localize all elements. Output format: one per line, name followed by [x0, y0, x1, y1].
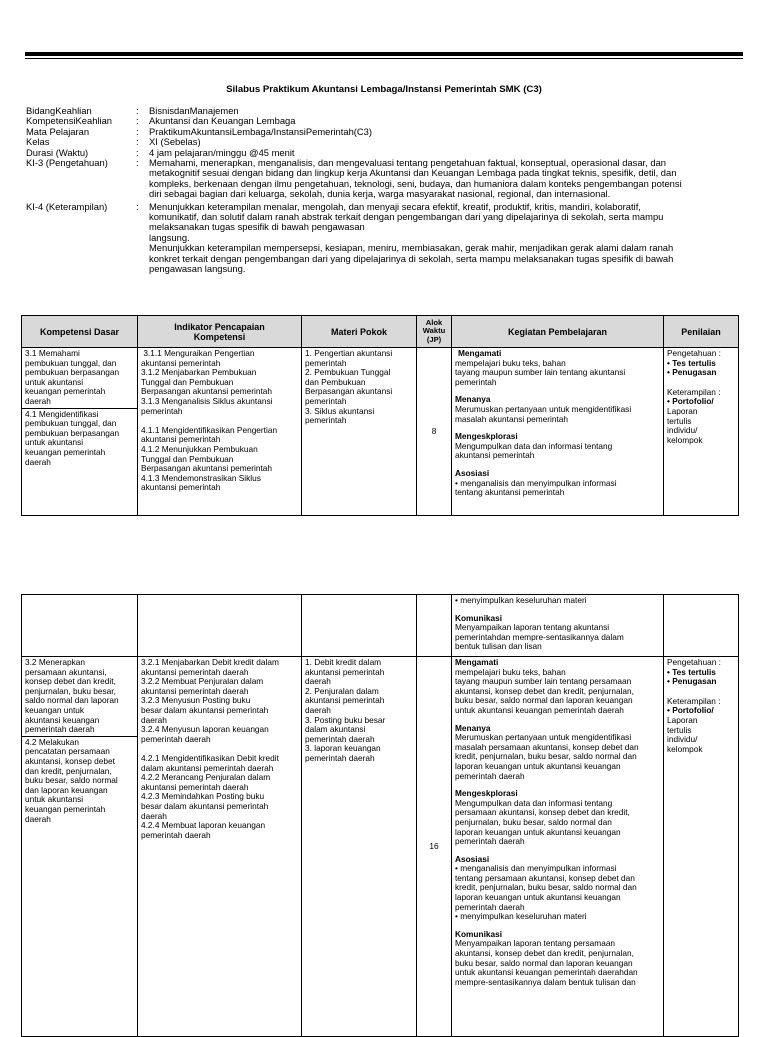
meta-info: [26, 106, 746, 275]
kegiatan-heading: Menanya: [455, 394, 491, 405]
cell-ipk-empty: [138, 595, 302, 657]
meta-label: KompetensiKeahlian: [26, 115, 112, 127]
cell-kd: [22, 657, 138, 1037]
kegiatan-bullet: • menyimpulkan keseluruhan materi: [455, 595, 587, 605]
cell-kd: [22, 348, 138, 516]
meta-row: [26, 202, 746, 275]
kegiatan-text: Menyampaikan laporan tentang akuntansi pemerintahdan mempre-sentasikannya dalam bentuk tulisan dan lisan: [455, 622, 624, 652]
kegiatan-heading: Asosiasi: [455, 467, 490, 478]
penilaian-laporan: Laporan tertulis individu/ kelompok: [667, 714, 703, 754]
kd-4-1: 4.1 Mengidentifikasi pembukuan tunggal, dan pembukuan berpasangan untuk akuntansi keuangan pemerintah daerah: [22, 408, 137, 468]
header-alok-waktu: Alok Waktu (JP): [417, 316, 452, 348]
header-rule-thick: [25, 52, 743, 56]
syllabus-table: [21, 315, 739, 516]
cell-kegiatan: [452, 348, 664, 516]
meta-row: [26, 127, 746, 137]
kegiatan-heading: Asosiasi: [455, 853, 490, 864]
meta-value: XI (Sebelas): [149, 136, 201, 148]
cell-jp-empty: [417, 595, 452, 657]
meta-row: [26, 137, 746, 147]
cell-jp: 8: [417, 348, 452, 516]
kegiatan-heading: Komunikasi: [455, 928, 503, 939]
penilaian-tes: • Tes tertulis: [667, 357, 716, 368]
meta-label: Mata Pelajaran: [26, 125, 90, 137]
kegiatan-bullet: • menyimpulkan keseluruhan materi: [455, 911, 587, 922]
cell-ipk: 3.2.1 Menjabarkan Debit kredit dalam akuntansi pemerintah daerah 3.2.2 Membuat Penjuralan dalam akuntansi pemerintah daerah 3.2.3 Menyusun Posting buku besar dalam akuntansi pemerintah daerah 3.2.4 Menyusun laporan keuangan pemerintah daerah 4.2.1 Mengidentifikasikan Debit kredit dalam akuntansi pemerintah daerah 4.2.2 Merancang Penjuralan dalam akuntansi pemerintah daerah 4.2.3 Memindahkan Posting buku besar dalam akuntansi pemerintah daerah 4.2.4 Membuat laporan keuangan pemerintah daerah: [138, 657, 302, 1037]
kegiatan-heading: Mengamati: [458, 348, 502, 358]
meta-colon: :: [136, 200, 139, 212]
cell-penilaian: [664, 348, 739, 516]
meta-label: Kelas: [26, 136, 50, 148]
meta-value: Memahami, menerapkan, menganalisis, dan mengevaluasi tentang pengetahuan faktual, konseptual, operasional dasar, dan metakognitif sesuai dengan bidang dan lingkup kerja Akuntansi dan Keuangan Lembaga pada tingkat teknis, spesifik, detil, dan kompleks, berkenaan dengan ilmu pengetahuan, teknologi, seni, budaya, dan humaniora dalam konteks pengembangan potensi diri sebagai bagian dari keluarga, sekolah, dunia kerja, warga masyarakat nasional, regional, dan internasional.: [149, 157, 682, 200]
kegiatan-text: Merumuskan pertanyaan untuk mengidentifikasi masalah persamaan akuntansi, konsep debet dan kredit, penjurnalan, buku besar, saldo normal dan laporan keuangan untuk akuntansi keuangan pemerintah daerah: [455, 732, 639, 781]
kegiatan-text: mempelajari buku teks, bahan tayang maupun sumber lain tentang persamaan akuntansi, konsep debet dan kredit, penjurnalan, buku besar, saldo normal dan laporan keuangan untuk akuntansi keuangan pemerintah daerah: [455, 666, 634, 715]
header-penilaian: Penilaian: [664, 316, 739, 348]
meta-row: [26, 106, 746, 116]
table-header-row: [22, 316, 739, 348]
meta-row: [26, 116, 746, 126]
cell-materi: 1. Debit kredit dalam akuntansi pemerintah daerah 2. Penjuralan dalam akuntansi pemerintah daerah 3. Posting buku besar dalam akuntansi pemerintah daerah 3. laporan keuangan pemerintah daerah: [302, 657, 417, 1037]
header-kegiatan: Kegiatan Pembelajaran: [452, 316, 664, 348]
meta-colon: :: [136, 157, 139, 169]
penilaian-tugas: • Penugasan: [667, 367, 717, 378]
meta-label: KI-3 (Pengetahuan): [26, 157, 108, 169]
cell-materi: 1. Pengertian akuntansi pemerintah 2. Pembukuan Tunggal dan Pembukuan Berpasangan akuntansi pemerintah 3. Siklus akuntansi pemerintah: [302, 348, 417, 516]
penilaian-tes: • Tes tertulis: [667, 666, 716, 677]
kegiatan-text: mempelajari buku teks, bahan tayang maupun sumber lain tentang akuntansi pemerintah: [455, 357, 626, 387]
cell-materi-empty: [302, 595, 417, 657]
kd-3-2: 3.2 Menerapkan persamaan akuntansi, konsep debet dan kredit, penjurnalan, buku besar, saldo normal dan laporan keuangan untuk akuntansi keuangan pemerintah daerah: [25, 657, 119, 735]
meta-value: PraktikumAkuntansiLembaga/InstansiPemerintah(C3): [149, 125, 373, 137]
cell-kd-empty: [22, 595, 138, 657]
header-kd: Kompetensi Dasar: [22, 316, 138, 348]
table-row-continued: [22, 595, 739, 657]
kd-4-2: 4.2 Melakukan pencatatan persamaan akuntansi, konsep debet dan kredit, penjurnalan, buku besar, saldo normal dan laporan keuangan untuk akuntansi keuangan pemerintah daerah: [22, 736, 137, 824]
penilaian-pengetahuan: Pengetahuan :: [667, 348, 721, 358]
syllabus-table-continued: [21, 594, 739, 1037]
penilaian-keterampilan: Keterampilan :: [667, 386, 721, 397]
penilaian-pengetahuan: Pengetahuan :: [667, 657, 721, 667]
kegiatan-heading: Menanya: [455, 722, 491, 733]
penilaian-laporan: Laporan tertulis individu/ kelompok: [667, 405, 703, 445]
kegiatan-bullet: • menganalisis dan menyimpulkan informasi: [455, 477, 617, 488]
cell-penilaian: [664, 657, 739, 1037]
meta-colon: :: [136, 136, 139, 148]
header-materi: Materi Pokok: [302, 316, 417, 348]
penilaian-tugas: • Penugasan: [667, 676, 717, 687]
kegiatan-bullet: • menganalisis dan menyimpulkan informasi: [455, 863, 617, 874]
meta-value: 4 jam pelajaran/minggu @45 menit: [149, 146, 295, 158]
meta-colon: :: [136, 105, 139, 116]
kd-3-1: 3.1 Memahami pembukuan tunggal, dan pembukuan berpasangan untuk akuntansi keuangan pemerintah daerah: [25, 348, 120, 406]
meta-value: Akuntansi dan Keuangan Lembaga: [149, 115, 296, 127]
document-title: Silabus Praktikum Akuntansi Lembaga/Instansi Pemerintah SMK (C3): [226, 84, 542, 95]
meta-value: BisnisdanManajemen: [149, 105, 239, 116]
cell-kegiatan: [452, 595, 664, 657]
cell-ipk: 3.1.1 Menguraikan Pengertian akuntansi pemerintah 3.1.2 Menjabarkan Pembukuan Tunggal dan Pembukuan Berpasangan akuntansi pemerintah 3.1.3 Menganalisis Siklus akuntansi pemerintah 4.1.1 Mengidentifikasikan Pengertian akuntansi pemerintah 4.1.2 Menunjukkan Pembukuan Tunggal dan Pembukuan Berpasangan akuntansi pemerintah 4.1.3 Mendemonstrasikan Siklus akuntansi pemerintah: [138, 348, 302, 516]
kegiatan-text: Mengumpulkan data dan informasi tentang persamaan akuntansi, konsep debet dan kredit, penjurnalan, buku besar, saldo normal dan laporan keuangan untuk akuntansi keuangan pemerintah daerah: [455, 797, 630, 847]
penilaian-portofolio: • Portofolio/: [667, 396, 714, 407]
meta-colon: :: [136, 125, 139, 137]
meta-row: [26, 158, 746, 200]
meta-colon: :: [136, 146, 139, 158]
penilaian-keterampilan: Keterampilan :: [667, 695, 721, 706]
kegiatan-heading: Mengeskplorasi: [455, 431, 518, 442]
meta-label: KI-4 (Keterampilan): [26, 200, 108, 212]
meta-colon: :: [136, 115, 139, 127]
kegiatan-text: Menyampaikan laporan tentang persamaan akuntansi, konsep debet dan kredit, penjurnalan, buku besar, saldo normal dan laporan keuangan untuk akuntansi keuangan pemerintah daerahdan mempre-sentasikannya dalam bentuk tulisan dan: [455, 938, 638, 987]
cell-penilaian-empty: [664, 595, 739, 657]
header-ipk: Indikator Pencapaian Kompetensi: [138, 316, 302, 348]
cell-jp: 16: [417, 657, 452, 1037]
kegiatan-heading: Mengamati: [455, 657, 499, 667]
kegiatan-text: tentang persamaan akuntansi, konsep debet dan kredit, penjurnalan, buku besar, saldo normal dan laporan keuangan untuk akuntansi keuangan pemerintah daerah: [455, 872, 637, 912]
kegiatan-heading: Mengeskplorasi: [455, 788, 518, 799]
table-row: [22, 657, 739, 1037]
penilaian-portofolio: • Portofolio/: [667, 705, 714, 716]
kegiatan-heading: Komunikasi: [455, 612, 503, 623]
meta-value: Menunjukkan keterampilan menalar, mengolah, dan menyaji secara efektif, kreatif, produktif, kritis, mandiri, kolaboratif, komunikatif, dan solutif dalam ranah abstrak terkait dengan pengembangan dari yang dipelajarinya di sekolah, serta mampu melaksanakan tugas spesifik di bawah pengawasan langsung. Menunjukkan keterampilan mempersepsi, kesiapan, meniru, membiasakan, gerak mahir, menjadikan gerak alami dalam ranah konkret terkait dengan pengembangan dari yang dipelajarinya di sekolah, serta mampu melaksanakan tugas spesifik di bawah pengawasan langsung.: [149, 200, 674, 275]
kegiatan-text: Mengumpulkan data dan informasi tentang akuntansi pemerintah: [455, 440, 613, 461]
table-row: [22, 348, 739, 516]
meta-label: BidangKeahlian: [26, 105, 92, 116]
cell-kegiatan: [452, 657, 664, 1037]
meta-label: Durasi (Waktu): [26, 146, 89, 158]
kegiatan-text: Merumuskan pertanyaan untuk mengidentifikasi masalah akuntansi pemerintah: [455, 403, 632, 424]
header-rule-thin: [25, 58, 743, 59]
kegiatan-text: tentang akuntansi pemerintah: [455, 487, 565, 498]
